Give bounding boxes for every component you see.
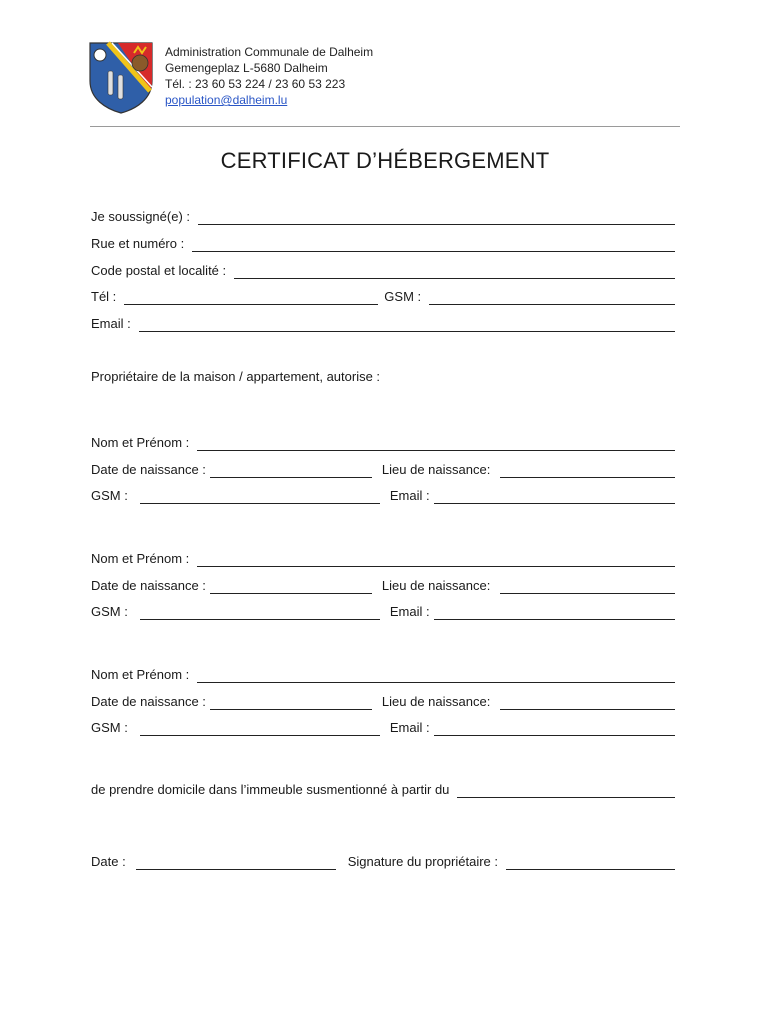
guest-2-dob-field[interactable] xyxy=(210,581,372,594)
owner-postal-field[interactable] xyxy=(234,266,675,279)
guest-3-name-field[interactable] xyxy=(197,670,675,683)
owner-gsm-label: GSM : xyxy=(384,289,422,304)
guest-1-email-field[interactable] xyxy=(434,491,675,504)
owner-name-row xyxy=(91,207,675,225)
org-name: Administration Communale de Dalheim xyxy=(165,45,374,59)
owner-street-label: Rue et numéro : xyxy=(91,236,185,251)
guest-3-pob-field[interactable] xyxy=(500,697,675,710)
owner-tel-field[interactable] xyxy=(124,292,378,305)
guest-2-email-label: Email : xyxy=(389,604,430,619)
owner-email-row xyxy=(91,314,675,332)
org-phone: Tél. : 23 60 53 224 / 23 60 53 223 xyxy=(165,77,346,91)
owner-name-field[interactable] xyxy=(198,212,675,225)
guest-1-email-label: Email : xyxy=(389,488,430,503)
page-title: CERTIFICAT D’HÉBERGEMENT xyxy=(220,148,550,173)
guest-3-email-field[interactable] xyxy=(434,723,675,736)
guest-1-name-field[interactable] xyxy=(197,438,675,451)
guest-2-pob-label: Lieu de naissance: xyxy=(381,578,491,593)
domicile-row xyxy=(91,780,675,798)
guest-1-gsm-label: GSM : xyxy=(91,488,128,503)
guest-2-gsm-field[interactable] xyxy=(140,607,380,620)
guest-2-gsm-label: GSM : xyxy=(91,604,128,619)
guest-3-name-row xyxy=(91,665,675,683)
signature-field[interactable] xyxy=(506,857,675,870)
owner-email-field[interactable] xyxy=(139,319,675,332)
guest-3-contact-row xyxy=(91,718,675,736)
guest-3-pob-label: Lieu de naissance: xyxy=(381,694,491,709)
domicile-start-date-field[interactable] xyxy=(457,785,675,798)
guest-1-dob-field[interactable] xyxy=(210,465,372,478)
dalheim-coat-of-arms-logo xyxy=(88,41,154,115)
header-contact-block xyxy=(165,44,373,108)
guest-1-gsm-field[interactable] xyxy=(140,491,380,504)
guest-2-pob-field[interactable] xyxy=(500,581,675,594)
org-address: Gemengeplaz L-5680 Dalheim xyxy=(165,61,328,75)
owner-tel-label: Tél : xyxy=(91,289,117,304)
date-field[interactable] xyxy=(136,857,336,870)
owner-name-label: Je soussigné(e) : xyxy=(91,209,190,224)
owner-gsm-field[interactable] xyxy=(429,292,675,305)
guest-2-contact-row xyxy=(91,602,675,620)
authorise-text: Propriétaire de la maison / appartement, autorise : xyxy=(91,369,381,384)
org-email-link[interactable]: population@dalheim.lu xyxy=(165,93,288,107)
guest-1-name-label: Nom et Prénom : xyxy=(91,435,190,450)
guest-3-gsm-label: GSM : xyxy=(91,720,128,735)
guest-3-email-label: Email : xyxy=(389,720,430,735)
guest-3-name-label: Nom et Prénom : xyxy=(91,667,190,682)
guest-1-dob-label: Date de naissance : xyxy=(91,462,206,477)
owner-street-row xyxy=(91,234,675,252)
owner-street-field[interactable] xyxy=(192,239,675,252)
domicile-text: de prendre domicile dans l’immeuble susmentionné à partir du xyxy=(91,782,450,797)
owner-postal-row xyxy=(91,261,675,279)
guest-1-birth-row xyxy=(91,460,675,478)
guest-2-name-field[interactable] xyxy=(197,554,675,567)
date-label: Date : xyxy=(91,854,126,869)
guest-1-name-row xyxy=(91,433,675,451)
guest-2-email-field[interactable] xyxy=(434,607,675,620)
guest-2-name-label: Nom et Prénom : xyxy=(91,551,190,566)
guest-2-dob-label: Date de naissance : xyxy=(91,578,206,593)
guest-3-gsm-field[interactable] xyxy=(140,723,380,736)
guest-2-birth-row xyxy=(91,576,675,594)
signature-row xyxy=(91,852,675,870)
guest-1-contact-row xyxy=(91,486,675,504)
guest-3-birth-row xyxy=(91,692,675,710)
signature-label: Signature du propriétaire : xyxy=(347,854,498,869)
guest-1-pob-label: Lieu de naissance: xyxy=(381,462,491,477)
guest-1-pob-field[interactable] xyxy=(500,465,675,478)
header-divider xyxy=(90,126,680,127)
owner-postal-label: Code postal et localité : xyxy=(91,263,227,278)
owner-email-label: Email : xyxy=(91,316,131,331)
guest-3-dob-field[interactable] xyxy=(210,697,372,710)
owner-phone-row xyxy=(91,287,675,305)
guest-3-dob-label: Date de naissance : xyxy=(91,694,206,709)
guest-2-name-row xyxy=(91,549,675,567)
